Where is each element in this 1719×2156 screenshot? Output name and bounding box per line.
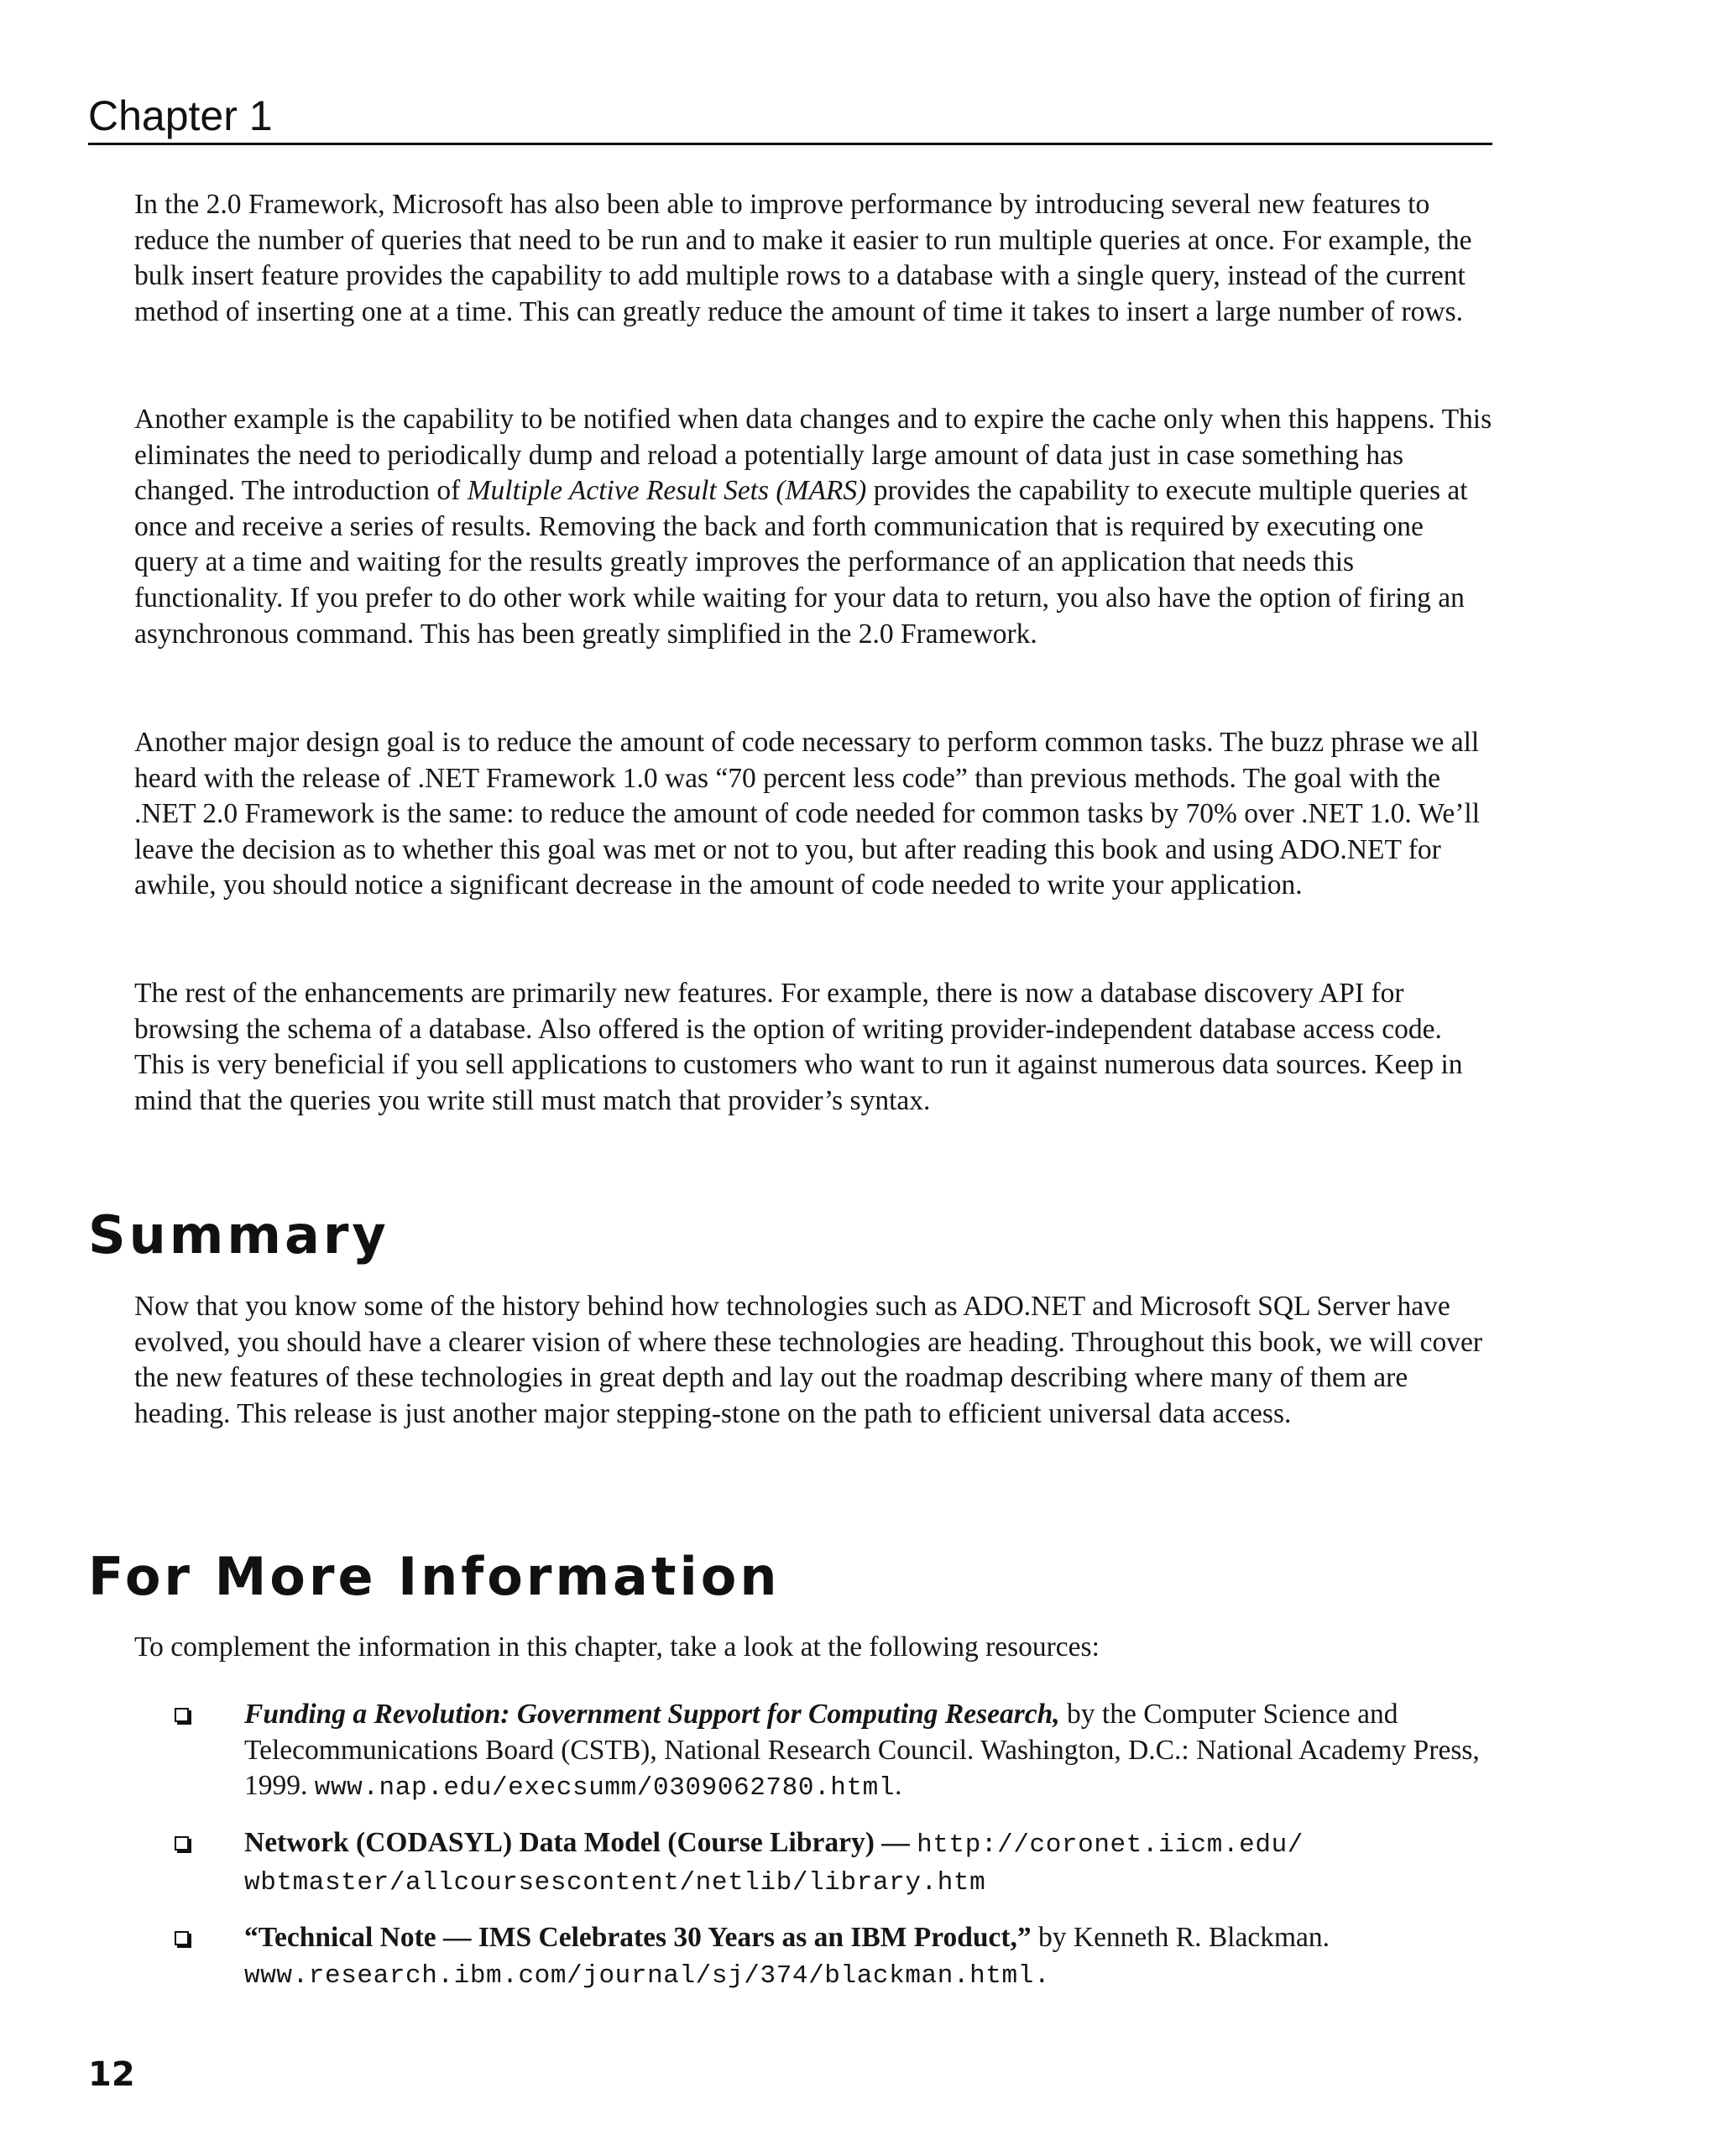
page-number: 12 bbox=[88, 2055, 135, 2094]
summary-heading: Summary bbox=[88, 1204, 389, 1266]
resource-separator: — bbox=[874, 1826, 917, 1858]
paragraph-1: In the 2.0 Framework, Microsoft has also been able to improve performance by introducing several new features to reduce the number of queries that need to be run and to make it easier to run multiple queries at once. For example, the bulk insert feature provides the capability to add multiple rows to a database with a single query, instead of the current method of inserting one at a time. This can greatly reduce the amount of time it takes to insert a large number of rows. bbox=[134, 189, 1472, 327]
header-rule bbox=[88, 143, 1492, 145]
resource-citation: by the Computer Science and Telecommunications Board (CSTB), National Research Council. Washington, D.C.: National Academy Press, 1999. bbox=[244, 1699, 1480, 1802]
resource-link[interactable]: www.nap.edu/execsumm/0309062780.html bbox=[314, 1773, 896, 1804]
paragraph-4: The rest of the enhancements are primarily new features. For example, there is now a database discovery API for browsing the schema of a database. Also offered is the option of writing provider-independent database access code. This is very beneficial if you sell applications to customers who want to run it against numerous data sources. Keep in mind that the queries you write still must match that provider’s syntax. bbox=[134, 978, 1463, 1116]
more-info-heading: For More Information bbox=[88, 1546, 781, 1607]
resource-list bbox=[134, 1697, 1502, 1994]
resource-citation: by Kenneth R. Blackman. bbox=[1031, 1921, 1330, 1953]
resource-title: Funding a Revolution: Government Support for Computing Research, bbox=[244, 1699, 1060, 1730]
mars-term: Multiple Active Result Sets (MARS) bbox=[467, 475, 867, 507]
resource-title: “Technical Note — IMS Celebrates 30 Years as an IBM Product,” bbox=[244, 1921, 1032, 1953]
resource-link-period: . bbox=[895, 1770, 902, 1802]
summary-paragraph: Now that you know some of the history behind how technologies such as ADO.NET and Microsoft SQL Server have evolved, you should have a clearer vision of where these technologies are heading. Throughout this book, we will cover the new features of these technologies in great depth and lay out the roadmap describing where many of them are heading. This release is just another major stepping-stone on the path to efficient universal data access. bbox=[134, 1291, 1482, 1429]
more-info-intro: To complement the information in this chapter, take a look at the following resources: bbox=[134, 1631, 1100, 1663]
resource-link-line-1: http://coronet.iicm.edu/ bbox=[917, 1830, 1304, 1860]
checkbox-bullet-icon bbox=[175, 1931, 189, 1945]
paragraph-2 bbox=[134, 402, 1492, 652]
checkbox-bullet-icon bbox=[175, 1836, 189, 1851]
resource-link[interactable]: www.research.ibm.com/journal/sj/374/blackman.html. bbox=[244, 1960, 1051, 1991]
resource-title: Network (CODASYL) Data Model (Course Library) bbox=[244, 1826, 875, 1858]
resource-item bbox=[134, 1697, 1502, 1807]
chapter-header: Chapter 1 bbox=[88, 92, 273, 139]
paragraph-3: Another major design goal is to reduce the amount of code necessary to perform common tasks. The buzz phrase we all heard with the release of .NET Framework 1.0 was “70 percent less code” than previous methods. The goal with the .NET 2.0 Framework is the same: to reduce the amount of code needed for common tasks by 70% over .NET 1.0. We’ll leave the decision as to whether this goal was met or not to you, but after reading this book and using ADO.NET for awhile, you should notice a significant decrease in the amount of code needed to write your application. bbox=[134, 727, 1481, 901]
resource-link-line-2: wbtmaster/allcoursescontent/netlib/library.htm bbox=[244, 1868, 986, 1898]
paragraph-2-rest: provides the capability to execute multiple queries at once and receive a series of results. Removing the back and forth communication that is required by executing one query at a time and waiting for the results greatly improves the performance of an application that needs this functionality. If you prefer to do other work while waiting for your data to return, you also have the option of firing an asynchronous command. This has been greatly simplified in the 2.0 Framework. bbox=[134, 475, 1468, 650]
resource-item bbox=[134, 1920, 1502, 1994]
paragraph-2-lead: Another example is the capability to be notified when data changes and to expire the cache only when this happens. This eliminates the need to periodically dump and reload a potentially large amount of data just in case something has changed. The introduction of bbox=[134, 404, 1492, 507]
checkbox-bullet-icon bbox=[175, 1708, 189, 1722]
resource-item bbox=[134, 1825, 1502, 1902]
